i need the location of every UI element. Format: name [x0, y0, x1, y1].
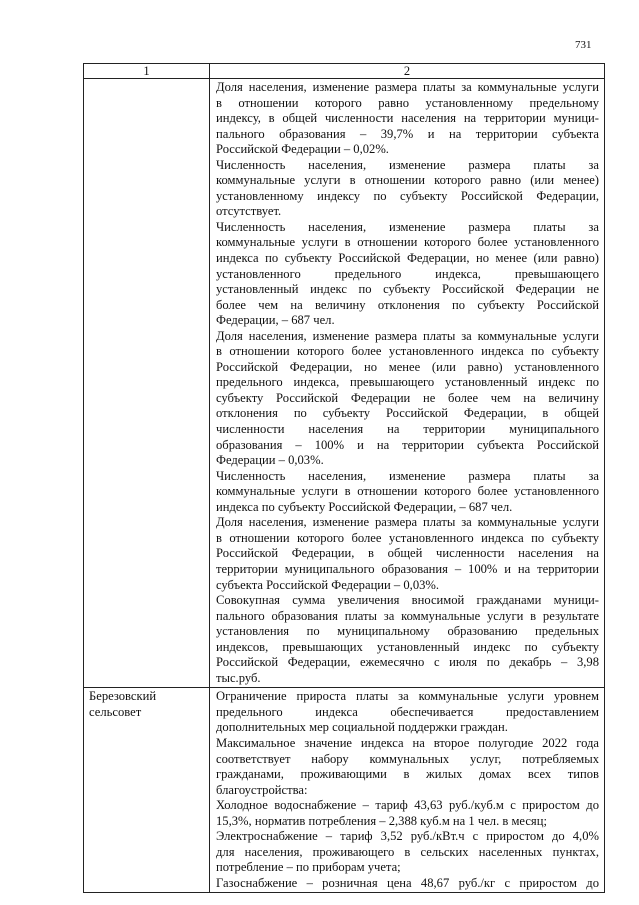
text-line: установленный индекс по субъекту Российской Федерации не: [216, 282, 599, 297]
text-line: Доля населения, изменение размера платы за коммунальные услуги: [216, 515, 599, 530]
text-line: пального образования – 39,7% и на территории субъекта: [216, 126, 599, 141]
text-line: Максимальное значение индекса на второе полугодие 2022 года: [216, 735, 599, 750]
row-2-description-cell: [210, 688, 605, 893]
page-number: 731: [575, 39, 592, 51]
municipality-name-line: сельсовет: [89, 704, 142, 719]
municipality-name-line: Березовский: [89, 689, 157, 704]
text-line: коммунальные услуги в отношении которого более установленного: [216, 484, 599, 499]
table-row: [84, 688, 605, 893]
text-line: индекса по субъекту Российской Федерации, но менее (или равно): [216, 251, 599, 266]
text-line: Холодное водоснабжение – тариф 43,63 руб./куб.м с приростом до: [216, 798, 599, 813]
text-line: Федерации – 0,03%.: [216, 453, 324, 468]
text-line: установленного предельного индекса, превышающего: [216, 266, 599, 281]
table-header-row: [84, 64, 605, 79]
text-line: Ограничение прироста платы за коммунальные услуги уровнем: [216, 689, 599, 704]
text-line: образования – 100% и на территории субъекта Российской: [216, 437, 599, 452]
text-line: индексов, превышающих установленный индекс по субъекту: [216, 639, 599, 654]
text-line: потребление – по приборам учета;: [216, 860, 401, 875]
text-line: Федерации, – 687 чел.: [216, 313, 335, 328]
text-line: предельного индекса обеспечивается предоставлением: [216, 704, 599, 719]
text-line: отклонения по субъекту Российской Федерации, в общей: [216, 406, 599, 421]
text-line: коммунальные услуги в отношении которого равно (или менее): [216, 173, 599, 188]
text-line: 15,3%, норматив потребления – 2,388 куб.м на 1 чел. в месяц;: [216, 813, 547, 828]
text-line: территории муниципального образования – 100% и на территории: [216, 561, 599, 576]
text-line: Электроснабжение – тариф 3,52 руб./кВт.ч с приростом до 4,0%: [216, 829, 599, 844]
text-line: тыс.руб.: [216, 670, 261, 685]
document-table: [83, 63, 605, 893]
text-line: предельного индекса, превышающего установленный индекс по: [216, 375, 599, 390]
text-line: Российской Федерации, в общей численности населения на: [216, 546, 599, 561]
text-line: более чем на величину отклонения по субъекту Российской: [216, 297, 599, 312]
text-line: в отношении которого более установленного индекса по субъекту: [216, 344, 599, 359]
text-line: Доля населения, изменение размера платы за коммунальные услуги: [216, 80, 599, 94]
text-line: для населения, проживающего в сельских населенных пунктах,: [216, 844, 599, 859]
text-line: в отношении которого равно установленному предельному: [216, 95, 599, 110]
text-line: в отношении которого более установленного индекса по субъекту: [216, 530, 599, 545]
text-line: Численность населения, изменение размера платы за: [216, 468, 599, 483]
row-2-municipality-cell: [84, 688, 210, 893]
text-line: гражданами, проживающими в жилых домах всех типов: [216, 767, 599, 782]
table-row: [84, 79, 605, 688]
text-line: субъекту Российской Федерации не более чем на величину: [216, 390, 599, 405]
row-1-description-cell: [210, 79, 605, 688]
text-line: Газоснабжение – розничная цена 48,67 руб./кг с приростом до: [216, 875, 599, 890]
row-1-municipality-cell: [84, 79, 210, 688]
text-line: пального образования платы за коммунальные услуги в результате: [216, 608, 599, 623]
text-line: численности населения на территории муниципального: [216, 422, 599, 437]
text-line: субъекта Российской Федерации – 0,03%.: [216, 577, 440, 592]
text-line: Численность населения, изменение размера платы за: [216, 157, 599, 172]
text-line: Российской Федерации, но менее (или равно) установленного: [216, 359, 599, 374]
text-line: индексу, в общей численности населения на территории муници-: [216, 111, 599, 126]
text-line: дополнительных мер социальной поддержки граждан.: [216, 720, 508, 735]
column-header-1: 1: [84, 64, 210, 79]
text-line: установленному индексу по субъекту Российской Федерации,: [216, 188, 599, 203]
column-header-2: 2: [210, 64, 605, 79]
text-line: отсутствует.: [216, 204, 282, 219]
text-line: индекса по субъекту Российской Федерации, – 687 чел.: [216, 499, 513, 514]
text-line: коммунальные услуги в отношении которого более установленного: [216, 235, 599, 250]
text-line: Доля населения, изменение размера платы за коммунальные услуги: [216, 328, 599, 343]
text-line: благоустройства:: [216, 782, 308, 797]
text-line: установления по муниципальному образованию предельных: [216, 624, 599, 639]
text-line: Российской Федерации, ежемесячно с июля по декабрь – 3,98: [216, 655, 599, 670]
text-line: Российской Федерации – 0,02%.: [216, 142, 389, 157]
text-line: Численность населения, изменение размера платы за: [216, 219, 599, 234]
text-line: Совокупная сумма увеличения вносимой гражданами муници-: [216, 593, 599, 608]
text-line: соответствует набору коммунальных услуг, потребляемых: [216, 751, 599, 766]
